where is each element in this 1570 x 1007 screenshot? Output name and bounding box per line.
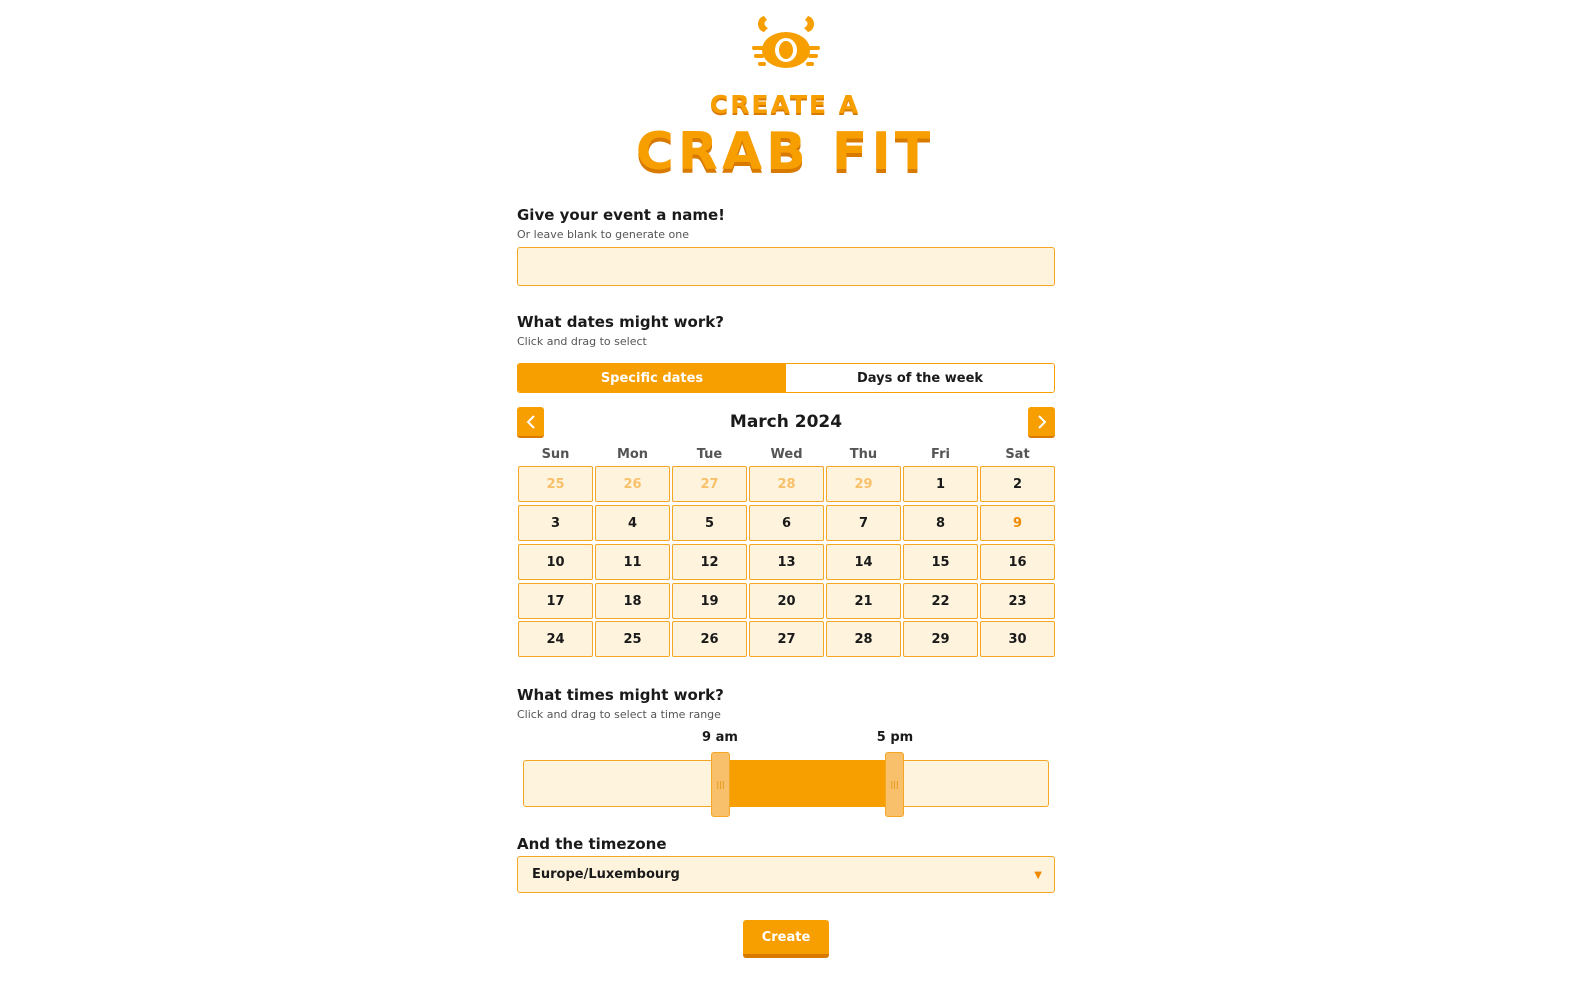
timezone-section xyxy=(517,835,1055,853)
calendar-day[interactable]: 11 xyxy=(595,544,670,580)
calendar-day[interactable]: 2 xyxy=(980,466,1055,502)
dates-label: What dates might work? xyxy=(517,313,724,331)
times-label: What times might work? xyxy=(517,686,724,704)
chevron-right-icon xyxy=(1037,415,1047,429)
grip-icon: ||| xyxy=(890,780,899,789)
calendar-day[interactable]: 8 xyxy=(903,505,978,541)
calendar-day[interactable]: 9 xyxy=(980,505,1055,541)
end-time-label: 5 pm xyxy=(876,730,914,745)
timezone-value: Europe/Luxembourg xyxy=(532,867,680,882)
title-big: CRAB FIT xyxy=(635,122,935,182)
timezone-label: And the timezone xyxy=(517,835,667,853)
calendar-day[interactable]: 16 xyxy=(980,544,1055,580)
weekday-sat: Sat xyxy=(1005,447,1030,462)
calendar-day[interactable]: 1 xyxy=(903,466,978,502)
tab-specific-dates[interactable]: Specific dates xyxy=(518,364,786,392)
calendar-day[interactable]: 7 xyxy=(826,505,901,541)
weekday-tue: Tue xyxy=(696,447,723,462)
calendar-day[interactable]: 10 xyxy=(518,544,593,580)
calendar-day[interactable]: 30 xyxy=(980,621,1055,657)
weekday-wed: Wed xyxy=(770,447,803,462)
name-section xyxy=(517,206,1055,241)
dates-sublabel: Click and drag to select xyxy=(517,335,647,348)
tab-days-of-week[interactable]: Days of the week xyxy=(786,364,1054,392)
calendar-day[interactable]: 23 xyxy=(980,583,1055,619)
title-small: CREATE A xyxy=(709,90,861,119)
calendar-day[interactable]: 26 xyxy=(672,621,747,657)
calendar-day[interactable]: 14 xyxy=(826,544,901,580)
calendar-day[interactable]: 28 xyxy=(826,621,901,657)
month-label: March 2024 xyxy=(729,412,843,432)
calendar-day[interactable]: 27 xyxy=(749,621,824,657)
calendar-day[interactable]: 5 xyxy=(672,505,747,541)
calendar-day[interactable]: 4 xyxy=(595,505,670,541)
time-range-selection xyxy=(720,760,895,807)
name-sublabel: Or leave blank to generate one xyxy=(517,228,689,241)
event-name-input[interactable] xyxy=(517,247,1055,286)
calendar-day[interactable]: 18 xyxy=(595,583,670,619)
next-month-button[interactable] xyxy=(1028,407,1055,438)
calendar-day[interactable]: 27 xyxy=(672,466,747,502)
calendar-day[interactable]: 25 xyxy=(518,466,593,502)
weekday-fri: Fri xyxy=(931,447,950,462)
calendar-day[interactable]: 29 xyxy=(903,621,978,657)
crab-icon xyxy=(750,12,822,72)
start-time-handle[interactable] xyxy=(711,752,730,817)
calendar-day[interactable]: 21 xyxy=(826,583,901,619)
grip-icon: ||| xyxy=(716,780,725,789)
calendar-day[interactable]: 12 xyxy=(672,544,747,580)
calendar-day[interactable]: 3 xyxy=(518,505,593,541)
calendar-day[interactable]: 25 xyxy=(595,621,670,657)
calendar-day[interactable]: 19 xyxy=(672,583,747,619)
calendar-day[interactable]: 29 xyxy=(826,466,901,502)
calendar-day[interactable]: 26 xyxy=(595,466,670,502)
weekday-thu: Thu xyxy=(849,447,878,462)
dates-section xyxy=(517,313,1055,348)
times-section xyxy=(517,686,1055,721)
calendar-day[interactable]: 28 xyxy=(749,466,824,502)
calendar-day[interactable]: 17 xyxy=(518,583,593,619)
weekday-sun: Sun xyxy=(541,447,570,462)
calendar-day[interactable]: 6 xyxy=(749,505,824,541)
date-mode-toggle xyxy=(517,363,1055,393)
weekday-mon: Mon xyxy=(616,447,649,462)
create-button[interactable]: Create xyxy=(743,920,829,958)
dropdown-arrow-icon: ▼ xyxy=(1034,870,1042,881)
calendar-day[interactable]: 22 xyxy=(903,583,978,619)
calendar-day[interactable]: 20 xyxy=(749,583,824,619)
name-label: Give your event a name! xyxy=(517,206,725,224)
calendar-day[interactable]: 24 xyxy=(518,621,593,657)
calendar-day[interactable]: 15 xyxy=(903,544,978,580)
calendar-day[interactable]: 13 xyxy=(749,544,824,580)
times-sublabel: Click and drag to select a time range xyxy=(517,708,721,721)
timezone-select[interactable] xyxy=(517,856,1055,893)
start-time-label: 9 am xyxy=(702,730,738,745)
end-time-handle[interactable] xyxy=(885,752,904,817)
